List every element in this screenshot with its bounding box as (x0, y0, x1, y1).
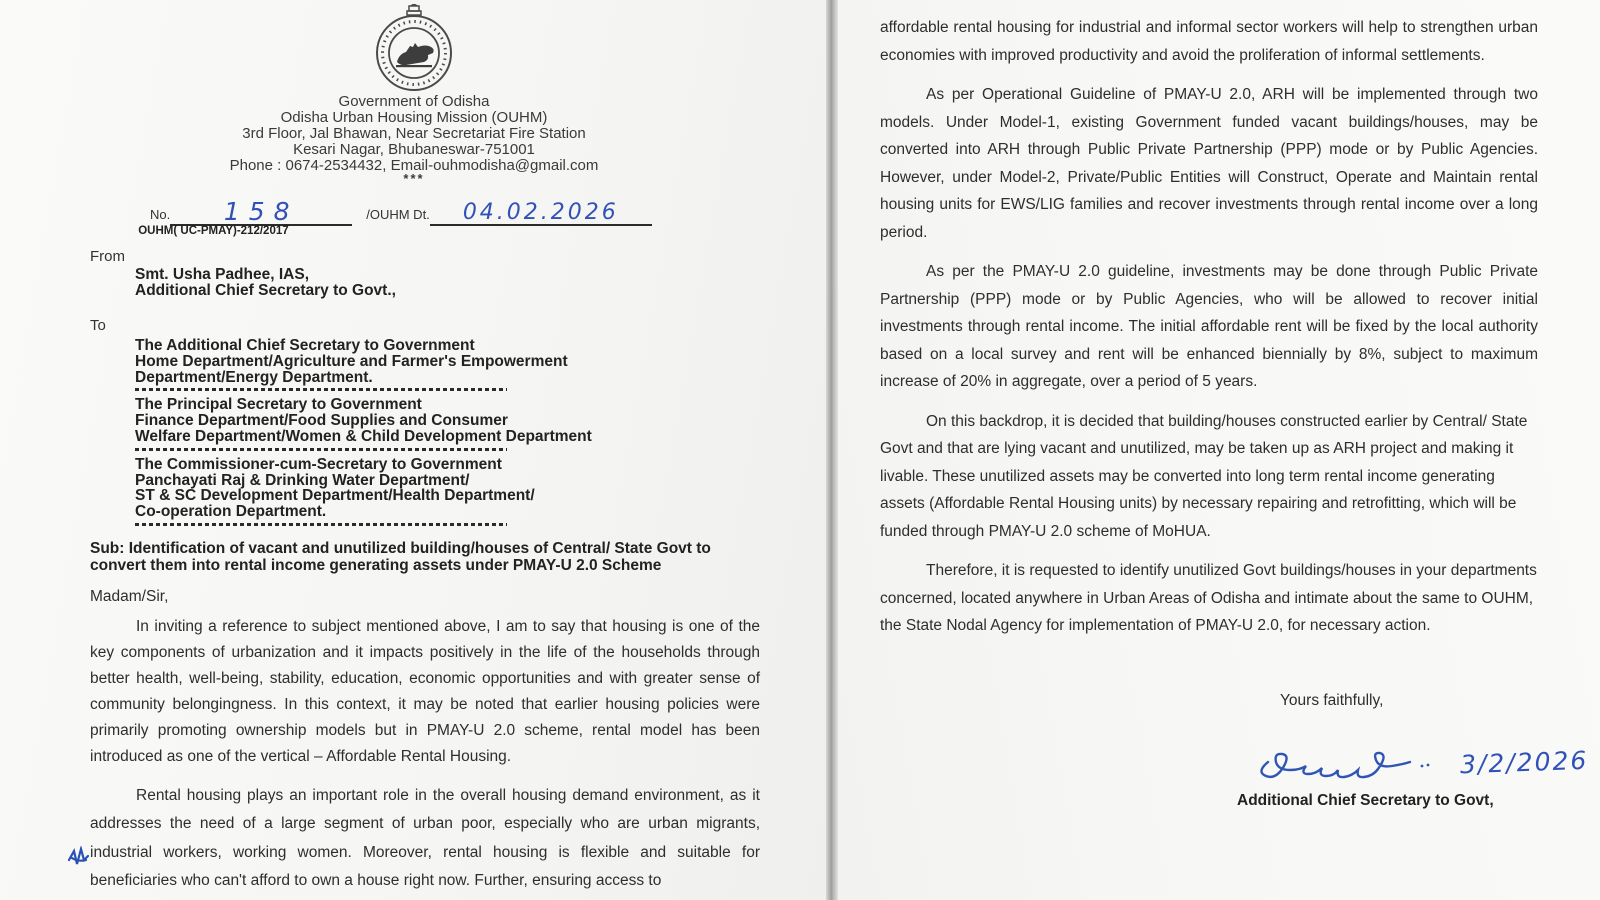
closing-phrase: Yours faithfully, (1280, 691, 1384, 709)
to-label: To (90, 317, 106, 334)
recipient-line: Department/Energy Department. (135, 368, 373, 386)
body-paragraph-2: Rental housing plays an important role in the overall housing demand environment, as it addresses the need of a large segment of urban poor, especially who are urban migrants, industrial workers, working women. Moreover, rental housing is flexible and suitable for beneficiaries who can't afford to own a house right now. Further, ensuring access to (90, 786, 760, 890)
handwritten-initial-icon (66, 846, 96, 872)
recipient-block-1 (135, 338, 828, 385)
recipient-line: Welfare Department/Women & Child Development Department (135, 427, 592, 445)
sender-block (135, 267, 828, 299)
body-paragraph-1: In inviting a reference to subject mentioned above, I am to say that housing is one of the key components of urbanization and it impacts positively in the life of the households through better health, well-being, stability, education, economic opportunities and with greater sense of community belongingness. In this context, it may be noted that earlier housing policies were primarily promoting ownership models but in PMAY-U 2.0 scheme, rental model has been introduced as one of the vertical – Affordable Rental Housing. (90, 617, 760, 765)
signatory-designation: Additional Chief Secretary to Govt, (1237, 791, 1494, 809)
page-fold-shadow (826, 0, 838, 900)
letterhead-separator: *** (403, 171, 425, 186)
recipient-block-2 (135, 397, 828, 444)
letter-page-2 (838, 0, 1600, 900)
reference-line (138, 190, 828, 237)
org-address-1: 3rd Floor, Jal Bhawan, Near Secretariat Fire Station (242, 125, 586, 142)
body-paragraph-6: On this backdrop, it is decided that building/houses constructed earlier by Central/ State Govt and that are lying vacant and unutilized, may be taken up as ARH project and making it livable. These unutilized assets may be converted into long term rental income generating assets (Affordable Rental Housing units) by necessary repairing and retrofitting, which will be funded through PMAY-U 2.0 scheme of MoHUA. (880, 412, 1528, 540)
signature-date-handwritten: 3/2/2026 (1459, 745, 1589, 779)
body-paragraph-5: As per the PMAY-U 2.0 guideline, investments may be done through Public Private Partnership (PPP) mode or by Public Agencies, who will be allowed to recover initial investments through rental income. The initial affordable rent will be fixed by the local authority based on a local survey and rent will be enhanced biennially by 8%, subject to maximum increase of 20% in aggregate, over a period of 5 years. (880, 263, 1538, 390)
sender-designation: Additional Chief Secretary to Govt., (135, 282, 396, 299)
ref-date-label: /OUHM Dt. (366, 207, 430, 222)
subject-line: Sub: Identification of vacant and unutilized building/houses of Central/ State Govt to convert them into rental income generating assets under PMAY-U 2.0 Scheme (90, 539, 711, 574)
org-mission: Odisha Urban Housing Mission (OUHM) (280, 109, 548, 126)
org-government: Government of Odisha (338, 93, 490, 110)
sender-name: Smt. Usha Padhee, IAS, (135, 266, 309, 283)
body-paragraph-7: Therefore, it is requested to identify unutilized Govt buildings/houses in your departments concerned, located anywhere in Urban Areas of Odisha and intimate about the same to OUHM, the State Nodal Agency for implementation of PMAY-U 2.0, for necessary action. (880, 562, 1537, 634)
salutation: Madam/Sir, (90, 587, 169, 605)
org-address-2: Kesari Nagar, Bhubaneswar-751001 (293, 141, 535, 158)
ref-date-field (430, 202, 652, 226)
body-paragraph-4: As per Operational Guideline of PMAY-U 2.0, ARH will be implemented through two models. Under Model-1, existing Government funded vacant buildings/houses, may be converted into ARH through Public Private Partnership (PPP) mode or by Public Agencies. However, under Model-2, Private/Public Entities will Construct, Operate and Maintain rental housing units for EWS/LIG families and recover investments through rental income over a long period. (880, 86, 1538, 241)
recipient-block-3 (135, 457, 828, 520)
recipient-line: The Commissioner-cum-Secretary to Government (135, 455, 502, 473)
recipient-line: Home Department/Agriculture and Farmer's Empowerment (135, 352, 568, 370)
recipient-line: ST & SC Development Department/Health Department/ (135, 487, 535, 505)
ref-no-handwritten: 158 (223, 197, 299, 226)
recipient-line: Co-operation Department. (135, 503, 327, 521)
recipient-divider (135, 388, 507, 391)
page2-text-column (880, 14, 1589, 810)
letterhead (94, 4, 734, 184)
ref-date-handwritten: 04.02.2026 (462, 200, 619, 225)
recipient-line: Finance Department/Food Supplies and Consumer (135, 412, 508, 430)
signature-block (880, 732, 1589, 792)
recipient-divider (135, 523, 507, 526)
ref-file-number: OUHM( UC-PMAY)-212/2017 (138, 225, 289, 237)
recipient-line: Panchayati Raj & Drinking Water Department/ (135, 471, 470, 489)
org-contact: Phone : 0674-2534432, Email-ouhmodisha@gmail.com (229, 157, 599, 174)
recipient-divider (135, 448, 507, 451)
recipient-line: The Principal Secretary to Government (135, 396, 422, 414)
body-paragraph-3: affordable rental housing for industrial and informal sector workers will help to strengthen urban economies with improved productivity and avoid the proliferation of informal settlements. (880, 19, 1538, 64)
from-label: From (90, 248, 125, 265)
odisha-state-emblem-icon (371, 4, 457, 92)
handwritten-signature-icon (1250, 732, 1450, 784)
ref-no-label: No. (150, 207, 171, 222)
recipient-line: The Additional Chief Secretary to Government (135, 337, 475, 354)
